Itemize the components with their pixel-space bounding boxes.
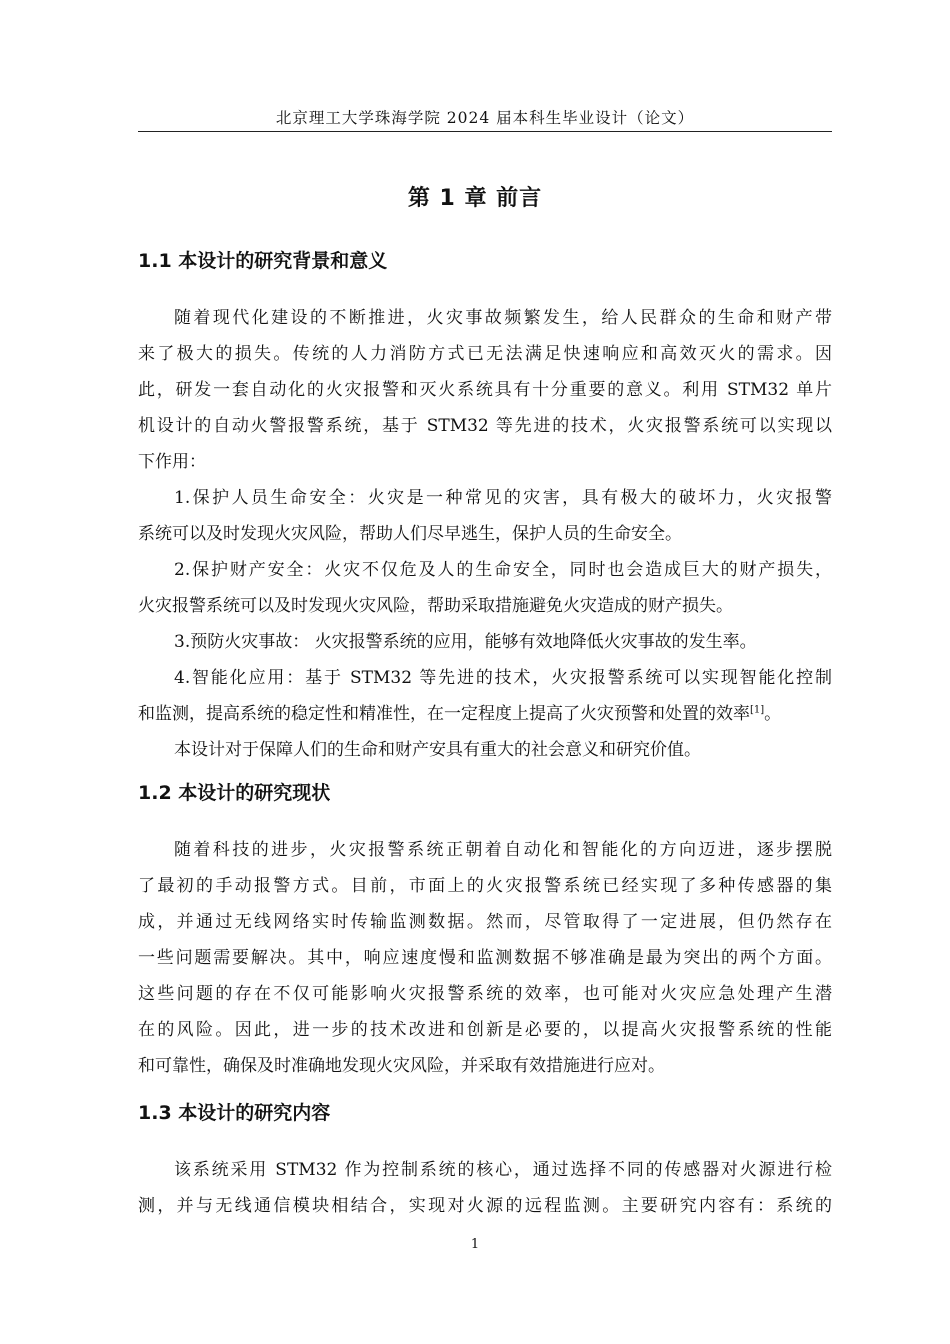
paragraph-line: 来了极大的损失。传统的人力消防方式已无法满足快速响应和高效灭火的需求。因 — [138, 344, 832, 364]
paragraph-line: 在的风险。因此，进一步的技术改进和创新是必要的，以提高火灾报警系统的性能 — [138, 1020, 832, 1040]
citation-marker: [1] — [750, 704, 765, 716]
section-heading-1-3: 1.3 本设计的研究内容 — [138, 1102, 331, 1124]
paragraph-line: 成，并通过无线网络实时传输监测数据。然而，尽管取得了一定进展，但仍然存在 — [138, 912, 832, 932]
paragraph-line: 了最初的手动报警方式。目前，市面上的火灾报警系统已经实现了多种传感器的集 — [138, 876, 832, 896]
list-item-line: 火灾报警系统可以及时发现火灾风险，帮助采取措施避免火灾造成的财产损失。 — [138, 596, 733, 616]
paragraph-line: 下作用： — [138, 452, 206, 472]
paragraph-line: 测，并与无线通信模块相结合，实现对火源的远程监测。主要研究内容有：系统的 — [138, 1196, 832, 1216]
paragraph-line: 随着现代化建设的不断推进，火灾事故频繁发生，给人民群众的生命和财产带 — [174, 308, 832, 328]
paragraph-line: 本设计对于保障人们的生命和财产安具有重大的社会意义和研究价值。 — [174, 740, 701, 760]
list-item-line — [138, 702, 781, 726]
paragraph-line: 机设计的自动火警报警系统，基于 STM32 等先进的技术，火灾报警系统可以实现以 — [138, 416, 832, 436]
line-end-punctuation: 。 — [764, 704, 782, 724]
list-item-line: 系统可以及时发现火灾风险，帮助人们尽早逃生，保护人员的生命安全。 — [138, 524, 682, 544]
list-item-line: 3.预防火灾事故： 火灾报警系统的应用，能够有效地降低火灾事故的发生率。 — [174, 632, 757, 652]
paragraph-line: 这些问题的存在不仅可能影响火灾报警系统的效率，也可能对火灾应急处理产生潜 — [138, 984, 832, 1004]
page-number: 1 — [470, 1237, 480, 1252]
line-text: 和监测，提高系统的稳定性和精准性，在一定程度上提高了火灾预警和处置的效率 — [138, 704, 750, 724]
section-heading-1-1: 1.1 本设计的研究背景和意义 — [138, 250, 388, 272]
chapter-title: 第 1 章 前言 — [407, 186, 543, 211]
paragraph-line: 该系统采用 STM32 作为控制系统的核心，通过选择不同的传感器对火源进行检 — [174, 1160, 832, 1180]
running-header: 北京理工大学珠海学院 2024 届本科生毕业设计（论文） — [275, 109, 695, 127]
paragraph-line: 和可靠性，确保及时准确地发现火灾风险，并采取有效措施进行应对。 — [138, 1056, 665, 1076]
paragraph-line: 此，研发一套自动化的火灾报警和灭火系统具有十分重要的意义。利用 STM32 单片 — [138, 380, 832, 400]
list-item-line: 1.保护人员生命安全：火灾是一种常见的灾害，具有极大的破坏力，火灾报警 — [174, 488, 832, 508]
paragraph-line: 随着科技的进步，火灾报警系统正朝着自动化和智能化的方向迈进，逐步摆脱 — [174, 840, 832, 860]
section-heading-1-2: 1.2 本设计的研究现状 — [138, 782, 331, 804]
list-item-line: 2.保护财产安全：火灾不仅危及人的生命安全，同时也会造成巨大的财产损失， — [174, 560, 832, 580]
list-item-line: 4.智能化应用：基于 STM32 等先进的技术，火灾报警系统可以实现智能化控制 — [174, 668, 832, 688]
header-rule — [138, 131, 832, 132]
paragraph-line: 一些问题需要解决。其中，响应速度慢和监测数据不够准确是最为突出的两个方面。 — [138, 948, 832, 968]
